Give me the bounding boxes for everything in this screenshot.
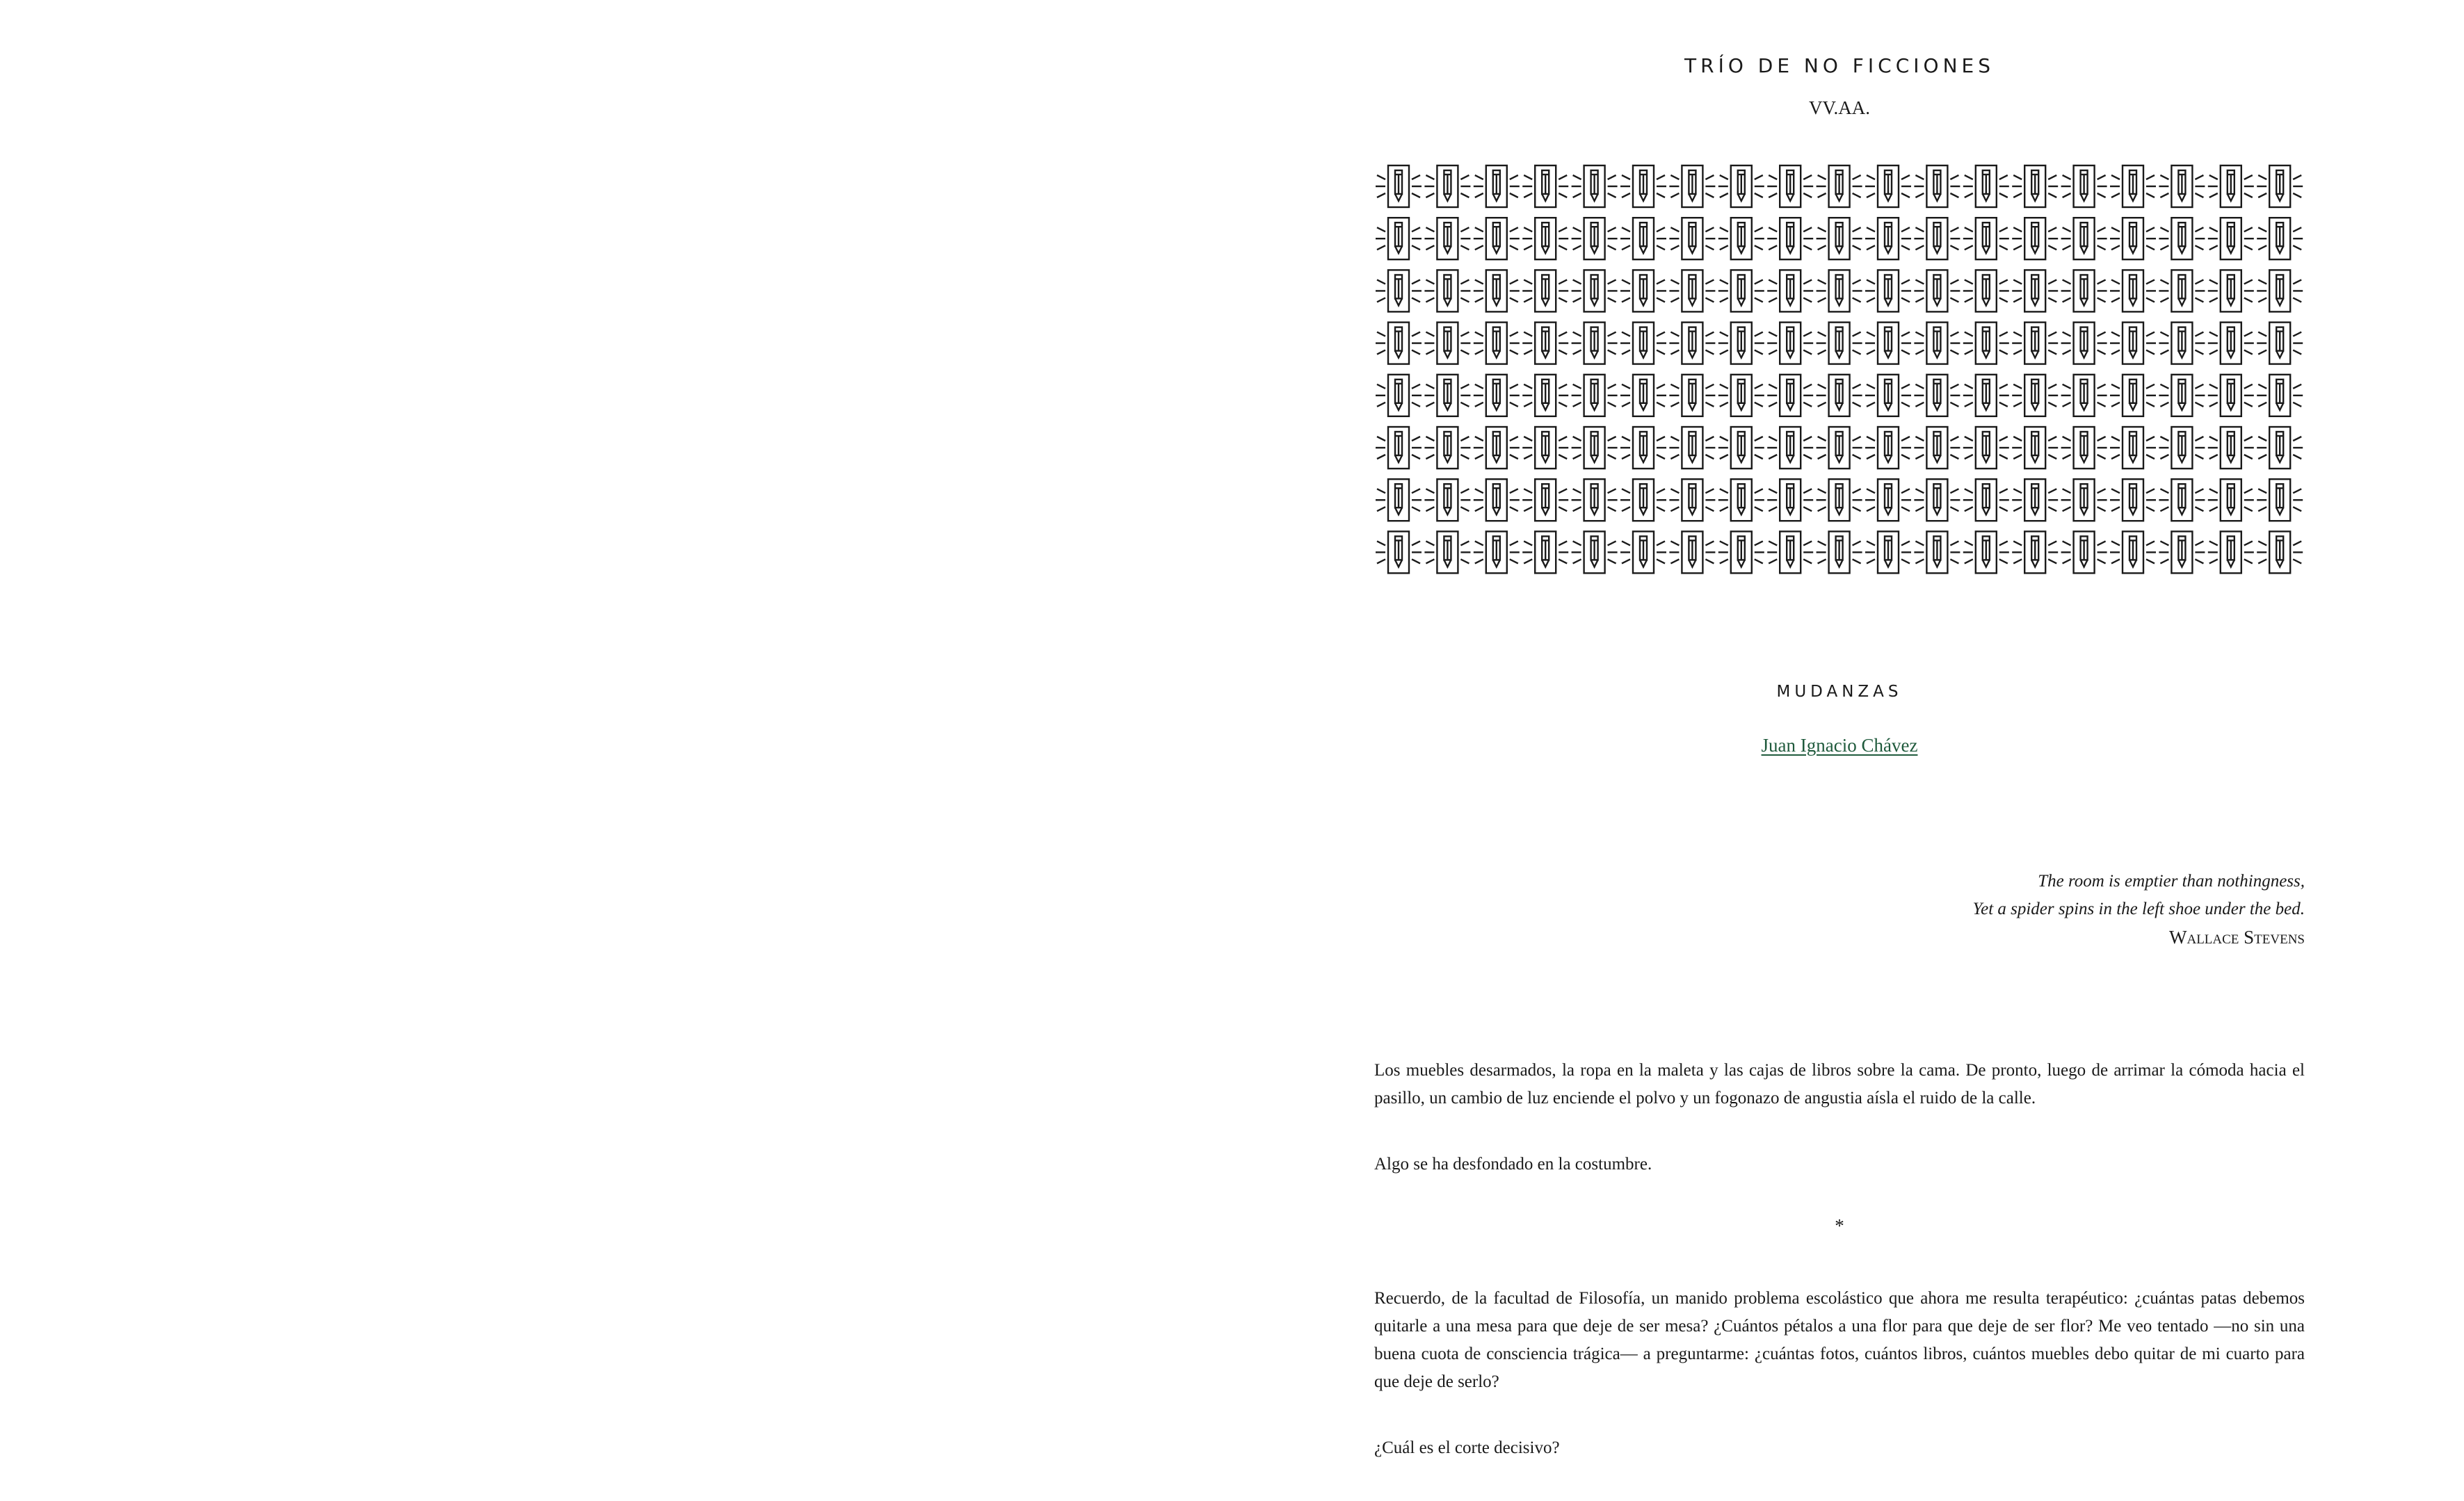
pencil-card-icon: [1669, 270, 1715, 311]
pencil-card-icon: [2110, 427, 2156, 469]
pencil-card-icon: [1767, 218, 1813, 259]
pencil-card-icon: [2012, 323, 2058, 364]
pencil-card-icon: [1474, 165, 1520, 207]
pencil-card-icon: [1474, 531, 1520, 573]
pencil-card-icon: [1767, 531, 1813, 573]
pencil-card-icon: [2257, 270, 2303, 311]
pencil-card-icon: [1963, 531, 2009, 573]
pencil-card-icon: [2208, 270, 2254, 311]
epigraph-line-2: Yet a spider spins in the left shoe under the bed.: [1972, 900, 2305, 918]
pencil-card-icon: [1718, 323, 1764, 364]
pencil-card-icon: [1572, 270, 1618, 311]
pencil-card-icon: [2159, 218, 2205, 259]
pencil-card-icon: [2208, 479, 2254, 521]
pencil-card-icon: [2159, 479, 2205, 521]
pencil-card-icon: [2061, 427, 2107, 469]
pencil-card-icon: [2110, 323, 2156, 364]
pencil-card-icon: [1817, 531, 1862, 573]
pencil-card-icon: [1669, 531, 1715, 573]
pencil-card-icon: [2061, 531, 2107, 573]
pencil-card-icon: [2257, 323, 2303, 364]
pencil-card-icon: [2110, 165, 2156, 207]
pencil-card-icon: [1963, 218, 2009, 259]
pencil-card-icon: [1767, 323, 1813, 364]
pencil-card-icon: [1424, 427, 1470, 469]
pencil-card-icon: [1620, 270, 1666, 311]
pencil-card-icon: [2257, 479, 2303, 521]
pencil-card-icon: [1424, 323, 1470, 364]
pencil-card-icon: [1817, 375, 1862, 416]
pencil-card-icon: [2012, 479, 2058, 521]
pencil-card-icon: [1620, 165, 1666, 207]
pencil-card-icon: [2012, 218, 2058, 259]
pencil-card-icon: [2159, 427, 2205, 469]
pencil-card-icon: [2061, 165, 2107, 207]
pencil-card-icon: [1669, 427, 1715, 469]
pencil-card-icon: [1817, 270, 1862, 311]
pencil-card-icon: [1914, 375, 1960, 416]
pencil-card-icon: [2257, 218, 2303, 259]
pencil-card-icon: [1572, 531, 1618, 573]
pencil-card-icon: [1718, 375, 1764, 416]
pencil-card-icon: [1865, 218, 1911, 259]
pencil-card-icon: [1669, 375, 1715, 416]
pencil-card-icon: [1718, 531, 1764, 573]
series-title: TRÍO DE NO FICCIONES: [1684, 54, 1995, 77]
pencil-card-icon: [1572, 479, 1618, 521]
story-title: MUDANZAS: [1776, 683, 1903, 701]
pencil-card-icon: [1865, 270, 1911, 311]
pencil-card-icon: [2159, 375, 2205, 416]
pencil-card-icon: [1376, 270, 1422, 311]
pencil-card-icon: [1424, 270, 1470, 311]
pencil-card-icon: [2257, 427, 2303, 469]
pencil-card-icon: [1376, 218, 1422, 259]
pencil-card-icon: [1914, 427, 1960, 469]
pencil-card-icon: [1669, 323, 1715, 364]
pencil-card-icon: [2159, 165, 2205, 207]
pencil-card-icon: [1572, 427, 1618, 469]
pencil-card-icon: [1718, 479, 1764, 521]
pencil-card-icon: [1474, 323, 1520, 364]
pencil-card-icon: [1376, 165, 1422, 207]
pencil-card-icon: [2110, 270, 2156, 311]
pencil-card-icon: [1963, 427, 2009, 469]
pencil-card-icon: [1718, 427, 1764, 469]
pencil-card-icon: [2012, 427, 2058, 469]
pencil-card-icon: [1376, 323, 1422, 364]
pencil-card-icon: [2159, 323, 2205, 364]
epigraph: [1972, 868, 2305, 951]
pencil-card-icon: [1865, 165, 1911, 207]
pencil-card-icon: [1572, 165, 1618, 207]
pencil-card-icon: [1963, 165, 2009, 207]
pencil-card-icon: [1865, 479, 1911, 521]
pencil-card-icon: [2061, 375, 2107, 416]
pencil-card-icon: [1865, 427, 1911, 469]
pencil-card-icon: [1376, 375, 1422, 416]
pencil-card-icon: [1522, 323, 1568, 364]
pencil-card-icon: [1620, 479, 1666, 521]
pencil-card-icon: [1914, 479, 1960, 521]
pencil-card-icon: [2208, 323, 2254, 364]
pencil-card-icon: [1817, 218, 1862, 259]
pencil-card-icon: [1767, 165, 1813, 207]
pencil-card-icon: [1963, 479, 2009, 521]
paragraph-2: Algo se ha desfondado en la costumbre.: [1374, 1155, 1652, 1174]
pencil-card-icon: [1424, 165, 1470, 207]
pencil-card-icon: [1914, 165, 1960, 207]
pencil-card-icon: [1914, 270, 1960, 311]
pencil-card-icon: [1424, 375, 1470, 416]
paragraph-1: Los muebles desarmados, la ropa en la maleta y las cajas de libros sobre la cama. De pronto, luego de arrimar la cómoda hacia el pasillo, un cambio de luz enciende el polvo y un fogonazo de angustia aísla el ruido de la calle.: [1374, 1061, 2305, 1108]
decorative-pencil-pattern: [1374, 161, 2305, 578]
pencil-card-icon: [1767, 479, 1813, 521]
pencil-card-icon: [1572, 375, 1618, 416]
pencil-card-icon: [1914, 218, 1960, 259]
pencil-card-icon: [1767, 270, 1813, 311]
pencil-card-icon: [1718, 218, 1764, 259]
pencil-card-icon: [1474, 218, 1520, 259]
pencil-card-icon: [1620, 375, 1666, 416]
pencil-card-icon: [2208, 427, 2254, 469]
pencil-card-icon: [2257, 375, 2303, 416]
pencil-card-icon: [1865, 323, 1911, 364]
pencil-card-icon: [1474, 375, 1520, 416]
pencil-card-icon: [1424, 479, 1470, 521]
pencil-card-icon: [1767, 375, 1813, 416]
paragraph-4: ¿Cuál es el corte decisivo?: [1374, 1438, 1560, 1457]
pencil-card-icon: [1572, 323, 1618, 364]
pencil-card-icon: [2061, 218, 2107, 259]
pencil-card-icon: [1718, 270, 1764, 311]
pencil-card-icon: [1914, 323, 1960, 364]
pencil-card-icon: [1522, 531, 1568, 573]
pencil-card-icon: [1865, 375, 1911, 416]
pencil-card-icon: [2061, 479, 2107, 521]
story-author: [1374, 735, 2305, 756]
pencil-card-icon: [2110, 218, 2156, 259]
epigraph-attribution: Wallace Stevens: [2168, 927, 2305, 948]
book-page: [1374, 0, 2305, 1501]
pencil-card-icon: [1522, 375, 1568, 416]
pencil-card-icon: [2012, 531, 2058, 573]
pencil-card-icon: [2257, 531, 2303, 573]
pencil-card-icon: [2159, 270, 2205, 311]
pencil-card-icon: [1669, 479, 1715, 521]
pencil-card-icon: [1963, 270, 2009, 311]
pencil-card-icon: [1424, 531, 1470, 573]
pencil-card-icon: [1572, 218, 1618, 259]
pencil-card-icon: [1669, 165, 1715, 207]
pencil-card-icon: [2208, 165, 2254, 207]
pencil-card-icon: [2208, 218, 2254, 259]
pencil-card-icon: [1817, 427, 1862, 469]
pencil-card-icon: [1963, 375, 2009, 416]
series-author: VV.AA.: [1808, 97, 1870, 118]
pencil-card-icon: [2061, 323, 2107, 364]
pencil-card-icon: [2110, 375, 2156, 416]
pencil-card-icon: [1376, 479, 1422, 521]
pencil-card-icon: [1522, 270, 1568, 311]
pencil-card-icon: [1767, 427, 1813, 469]
pencil-card-icon: [1817, 479, 1862, 521]
epigraph-line-1: The room is emptier than nothingness,: [2038, 872, 2305, 891]
pencil-card-icon: [2159, 531, 2205, 573]
pencil-card-icon: [1376, 427, 1422, 469]
pencil-card-icon: [1376, 531, 1422, 573]
pencil-card-icon: [1620, 427, 1666, 469]
pencil-card-icon: [2012, 165, 2058, 207]
pencil-card-icon: [1522, 479, 1568, 521]
section-separator: *: [1835, 1215, 1844, 1236]
pencil-card-icon: [2110, 479, 2156, 521]
pencil-card-icon: [1522, 165, 1568, 207]
pencil-card-icon: [1474, 427, 1520, 469]
pencil-card-icon: [1963, 323, 2009, 364]
pencil-card-icon: [1817, 165, 1862, 207]
pencil-card-icon: [1914, 531, 1960, 573]
pencil-card-icon: [2208, 375, 2254, 416]
pencil-card-icon: [1620, 323, 1666, 364]
pencil-card-icon: [1718, 165, 1764, 207]
pencil-card-icon: [1669, 218, 1715, 259]
paragraph-3: Recuerdo, de la facultad de Filosofía, un manido problema escolástico que ahora me resulta terapéutico: ¿cuántas patas debemos quitarle a una mesa para que deje de ser mesa? ¿Cuántos pétalos a una flor para que deje de ser flor? Me veo tentado —no sin una buena cuota de consciencia trágica— a preguntarme: ¿cuántas fotos, cuántos libros, cuántos muebles debo quitar de mi cuarto para que deje de serlo?: [1374, 1289, 2305, 1391]
pencil-card-icon: [1865, 531, 1911, 573]
pencil-card-icon: [1522, 218, 1568, 259]
pencil-card-icon: [1620, 531, 1666, 573]
pencil-card-icon: [2110, 531, 2156, 573]
pencil-card-icon: [2012, 270, 2058, 311]
pencil-card-icon: [2257, 165, 2303, 207]
pencil-card-icon: [1817, 323, 1862, 364]
pencil-card-icon: [1620, 218, 1666, 259]
pencil-card-icon: [1522, 427, 1568, 469]
pencil-card-icon: [1474, 270, 1520, 311]
story-author-link[interactable]: Juan Ignacio Chávez: [1761, 735, 1918, 756]
pencil-card-icon: [2012, 375, 2058, 416]
pencil-card-icon: [1474, 479, 1520, 521]
pencil-card-icon: [2061, 270, 2107, 311]
pencil-card-icon: [1424, 218, 1470, 259]
pencil-card-icon: [2208, 531, 2254, 573]
